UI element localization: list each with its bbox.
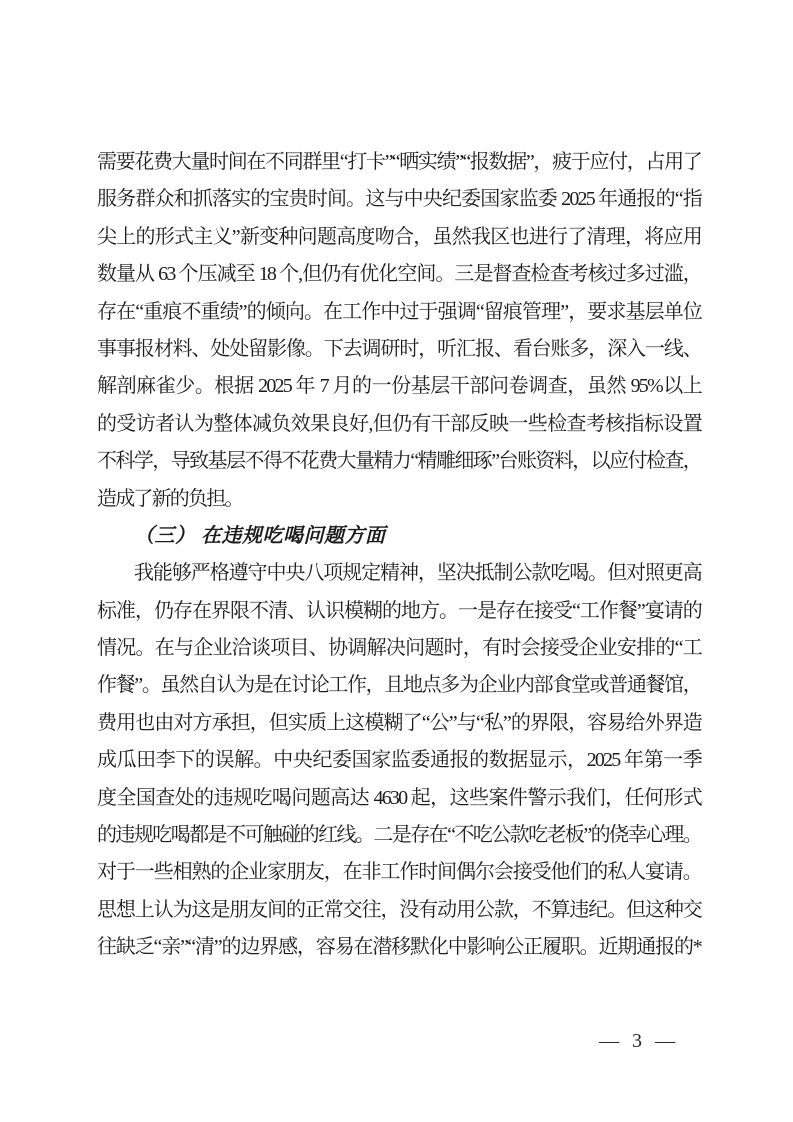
text-line: 情况。在与企业洽谈项目、协调解决问题时，有时会接受企业安排的“工 xyxy=(97,637,701,660)
text-line: 度全国查处的违规吃喝问题高达 4630 起，这些案件警示我们，任何形式 xyxy=(97,786,701,809)
text-line: 的受访者认为整体减负效果良好,但仍有干部反映一些检查考核指标设置 xyxy=(97,412,701,435)
text-line: 作餐”。虽然自认为是在讨论工作，且地点多为企业内部食堂或普通餐馆， xyxy=(97,674,701,697)
text-line: 需要花费大量时间在不同群里“打卡”“晒实绩”“报数据”，疲于应付，占用了 xyxy=(97,151,701,173)
text-line: 成瓜田李下的误解。中央纪委国家监委通报的数据显示，2025 年第一季 xyxy=(97,749,701,772)
text-line: 解剖麻雀少。根据 2025 年 7 月的一份基层干部问卷调查，虽然 95%以上 xyxy=(97,375,701,398)
text-line: 往缺乏“亲”“清”的边界感，容易在潜移默化中影响公正履职。近期通报的* xyxy=(97,936,701,959)
text-line: 对于一些相熟的企业家朋友，在非工作时间偶尔会接受他们的私人宴请。 xyxy=(97,861,701,884)
text-line: 服务群众和抓落实的宝贵时间。这与中央纪委国家监委 2025 年通报的“指 xyxy=(97,188,701,211)
section-heading-3: （三） 在违规吃喝问题方面 xyxy=(134,524,386,547)
text-line: 不科学，导致基层不得不花费大量精力“精雕细琢”台账资料，以应付检查， xyxy=(97,450,701,473)
text-line: 我能够严格遵守中央八项规定精神，坚决抵制公款吃喝。但对照更高 xyxy=(134,562,701,585)
text-line: 标准，仍存在界限不清、认识模糊的地方。一是存在接受“工作餐”宴请的 xyxy=(97,599,701,622)
text-line: 费用也由对方承担，但实质上这模糊了“公”与“私”的界限，容易给外界造 xyxy=(97,711,701,734)
text-line: 尖上的形式主义”新变种问题高度吻合，虽然我区也进行了清理，将应用 xyxy=(97,225,701,248)
text-line: 存在“重痕不重绩”的倾向。在工作中过于强调“留痕管理”，要求基层单位 xyxy=(97,300,701,323)
text-line: 事事报材料、处处留影像。下去调研时，听汇报、看台账多，深入一线、 xyxy=(97,337,701,360)
paragraph-dining-violations xyxy=(97,555,701,966)
paragraph-formalism-continued xyxy=(97,144,701,518)
text-line: 的违规吃喝都是不可触碰的红线。二是存在“不吃公款吃老板”的侥幸心理。 xyxy=(97,824,701,847)
text-line: 思想上认为这是朋友间的正常交往，没有动用公款，不算违纪。但这种交 xyxy=(97,898,701,921)
page-number: — 3 — xyxy=(599,1030,676,1052)
document-body xyxy=(97,144,701,967)
text-line: 造成了新的负担。 xyxy=(97,487,243,510)
text-line: 数量从 63 个压减至 18 个,但仍有优化空间。三是督查检查考核过多过滥， xyxy=(97,263,701,286)
